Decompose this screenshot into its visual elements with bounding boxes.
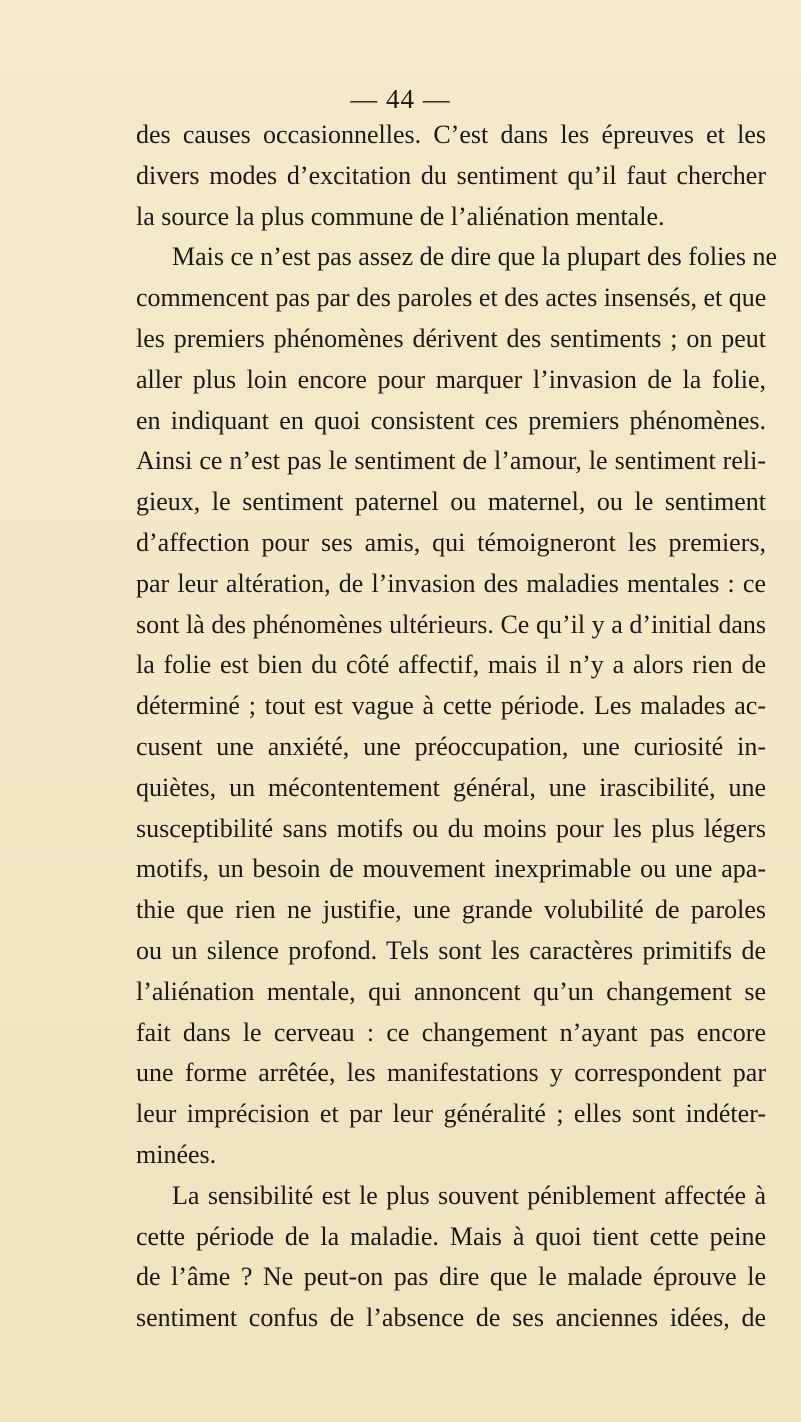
text-line: susceptibilité sans motifs ou du moins pour les plus légers: [136, 813, 766, 843]
text-line: en indiquant en quoi consistent ces premiers phénomènes.: [136, 405, 766, 435]
text-line: l’aliénation mentale, qui annoncent qu’un changement se: [136, 976, 766, 1006]
text-line: gieux, le sentiment paternel ou maternel, ou le sentiment: [136, 487, 766, 517]
text-line: ou un silence profond. Tels sont les caractères primitifs de: [136, 935, 766, 965]
body-text: [136, 115, 778, 1339]
text-line: la source la plus commune de l’aliénation mentale.: [136, 201, 665, 231]
text-line: sentiment confus de l’absence de ses anciennes idées, de: [136, 1303, 766, 1333]
text-line: une forme arrêtée, les manifestations y correspondent par: [136, 1058, 766, 1088]
text-line: La sensibilité est le plus souvent péniblement affectée à: [172, 1180, 766, 1210]
text-line: commencent pas par des paroles et des actes insensés, et que: [136, 283, 767, 313]
text-line: Mais ce n’est pas assez de dire que la plupart des folies ne: [172, 242, 778, 272]
text-line: cette période de la maladie. Mais à quoi tient cette peine: [136, 1221, 766, 1251]
text-line: leur imprécision et par leur généralité ; elles sont indéter-: [136, 1099, 766, 1129]
text-line: les premiers phénomènes dérivent des sentiments ; on peut: [136, 323, 766, 353]
text-line: de l’âme ? Ne peut-on pas dire que le malade éprouve le: [136, 1262, 766, 1292]
text-line: déterminé ; tout est vague à cette période. Les malades ac-: [136, 691, 766, 721]
page-number: — 44 —: [350, 84, 451, 114]
text-line: cusent une anxiété, une préoccupation, une curiosité in-: [136, 731, 766, 761]
text-line: fait dans le cerveau : ce changement n’ayant pas encore: [136, 1017, 766, 1047]
text-line: thie que rien ne justifie, une grande volubilité de paroles: [136, 895, 766, 925]
text-line: aller plus loin encore pour marquer l’invasion de la folie,: [136, 364, 766, 394]
text-line: sont là des phénomènes ultérieurs. Ce qu’il y a d’initial dans: [136, 609, 766, 639]
text-line: quiètes, un mécontentement général, une irascibilité, une: [136, 772, 766, 802]
text-line: des causes occasionnelles. C’est dans les épreuves et les: [136, 120, 766, 149]
text-line: minées.: [136, 1139, 217, 1169]
text-line: divers modes d’excitation du sentiment qu’il faut chercher: [136, 160, 766, 190]
text-line: d’affection pour ses amis, qui témoigneront les premiers,: [136, 527, 766, 557]
text-line: la folie est bien du côté affectif, mais il n’y a alors rien de: [136, 650, 766, 680]
text-line: motifs, un besoin de mouvement inexprimable ou une apa-: [136, 854, 766, 884]
text-line: par leur altération, de l’invasion des maladies mentales : ce: [136, 568, 766, 598]
text-line: Ainsi ce n’est pas le sentiment de l’amour, le sentiment reli-: [136, 446, 766, 476]
